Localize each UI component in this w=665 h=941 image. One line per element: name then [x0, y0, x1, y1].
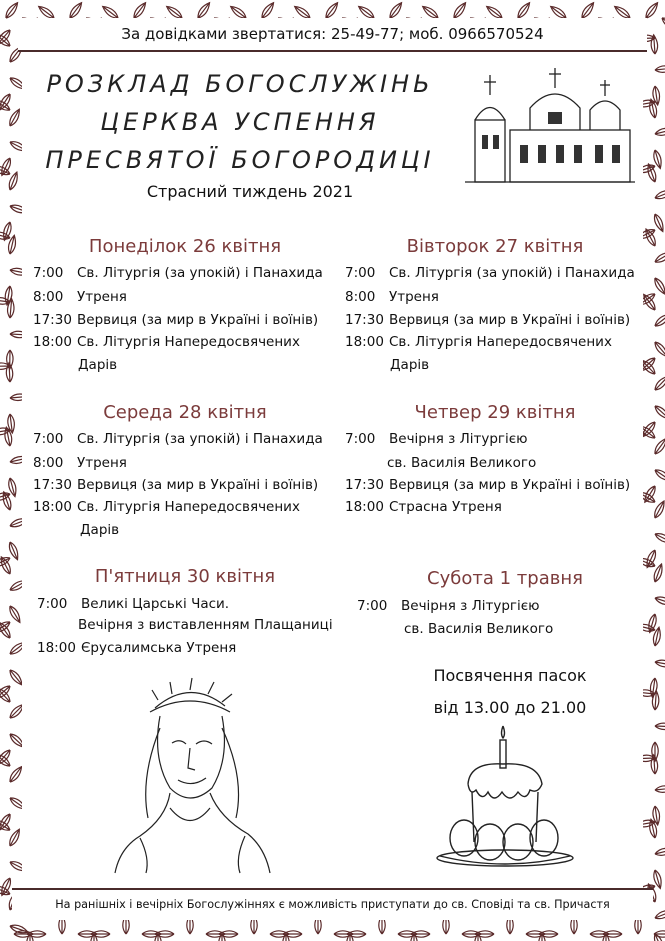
christ-illustration	[100, 668, 280, 878]
schedule-item: 17:30 Вервиця (за мир в Україні і воїнів)	[345, 477, 631, 493]
schedule-item-continued: св. Василія Великого	[387, 455, 537, 471]
day-heading-thursday: Четвер 29 квітня	[414, 402, 576, 423]
schedule-item-continued: Дарів	[78, 357, 118, 373]
schedule-item: 17:30 Вервиця (за мир в Україні і воїнів)	[33, 312, 319, 328]
schedule-item-continued: Дарів	[390, 357, 430, 373]
schedule-item-continued: св. Василія Великого	[404, 621, 554, 637]
title-line-1: РОЗКЛАД БОГОСЛУЖІНЬ	[46, 70, 434, 98]
day-heading-saturday: Субота 1 травня	[427, 568, 583, 589]
schedule-item: 17:30 Вервиця (за мир в Україні і воїнів)	[33, 477, 319, 493]
title-line-3: ПРЕСВЯТОЇ БОГОРОДИЦІ	[45, 146, 435, 174]
schedule-item: 18:00 Св. Літургія Напередосвячених	[345, 334, 612, 350]
schedule-item-continued: Вечірня з виставленням Плащаниці	[78, 617, 333, 633]
day-heading-monday: Понеділок 26 квітня	[88, 236, 282, 257]
blessing-hours: від 13.00 до 21.00	[433, 698, 587, 717]
day-heading-friday: П'ятниця 30 квітня	[94, 566, 276, 587]
schedule-item: 7:00 Св. Літургія (за упокій) і Панахида	[345, 265, 635, 281]
schedule-item: 7:00 Св. Літургія (за упокій) і Панахида	[33, 265, 323, 281]
schedule-item: 18:00 Єрусалимська Утреня	[37, 640, 237, 656]
schedule-item: 7:00 Вечірня з Літургією	[357, 598, 540, 614]
church-illustration	[460, 60, 640, 190]
schedule-item: 8:00 Утреня	[345, 289, 439, 305]
schedule-item: 18:00 Св. Літургія Напередосвячених	[33, 499, 300, 515]
day-heading-tuesday: Вівторок 27 квітня	[406, 236, 584, 257]
schedule-item-continued: Дарів	[80, 522, 120, 538]
schedule-item: 8:00 Утреня	[33, 289, 127, 305]
subtitle: Страсний тиждень 2021	[146, 182, 354, 201]
contact-bar: За довідками звертатися: 25-49-77; моб. 0966570524	[18, 18, 647, 52]
schedule-item: 7:00 Св. Літургія (за упокій) і Панахида	[33, 431, 323, 447]
schedule-item: 18:00 Страсна Утреня	[345, 499, 502, 515]
footer-note: На ранішніх і вечірніх Богослужіннях є можливість приступати до св. Сповіді та св. Причастя	[12, 888, 653, 920]
schedule-item: 7:00 Великі Царські Часи.	[37, 596, 230, 612]
schedule-item: 18:00 Св. Літургія Напередосвячених	[33, 334, 300, 350]
easter-bread-illustration	[430, 722, 580, 872]
day-heading-wednesday: Середа 28 квітня	[103, 402, 267, 423]
schedule-item: 7:00 Вечірня з Літургією	[345, 431, 528, 447]
schedule-item: 8:00 Утреня	[33, 455, 127, 471]
title-line-2: ЦЕРКВА УСПЕННЯ	[100, 108, 380, 136]
schedule-item: 17:30 Вервиця (за мир в Україні і воїнів)	[345, 312, 631, 328]
blessing-title: Посвячення пасок	[433, 666, 587, 685]
